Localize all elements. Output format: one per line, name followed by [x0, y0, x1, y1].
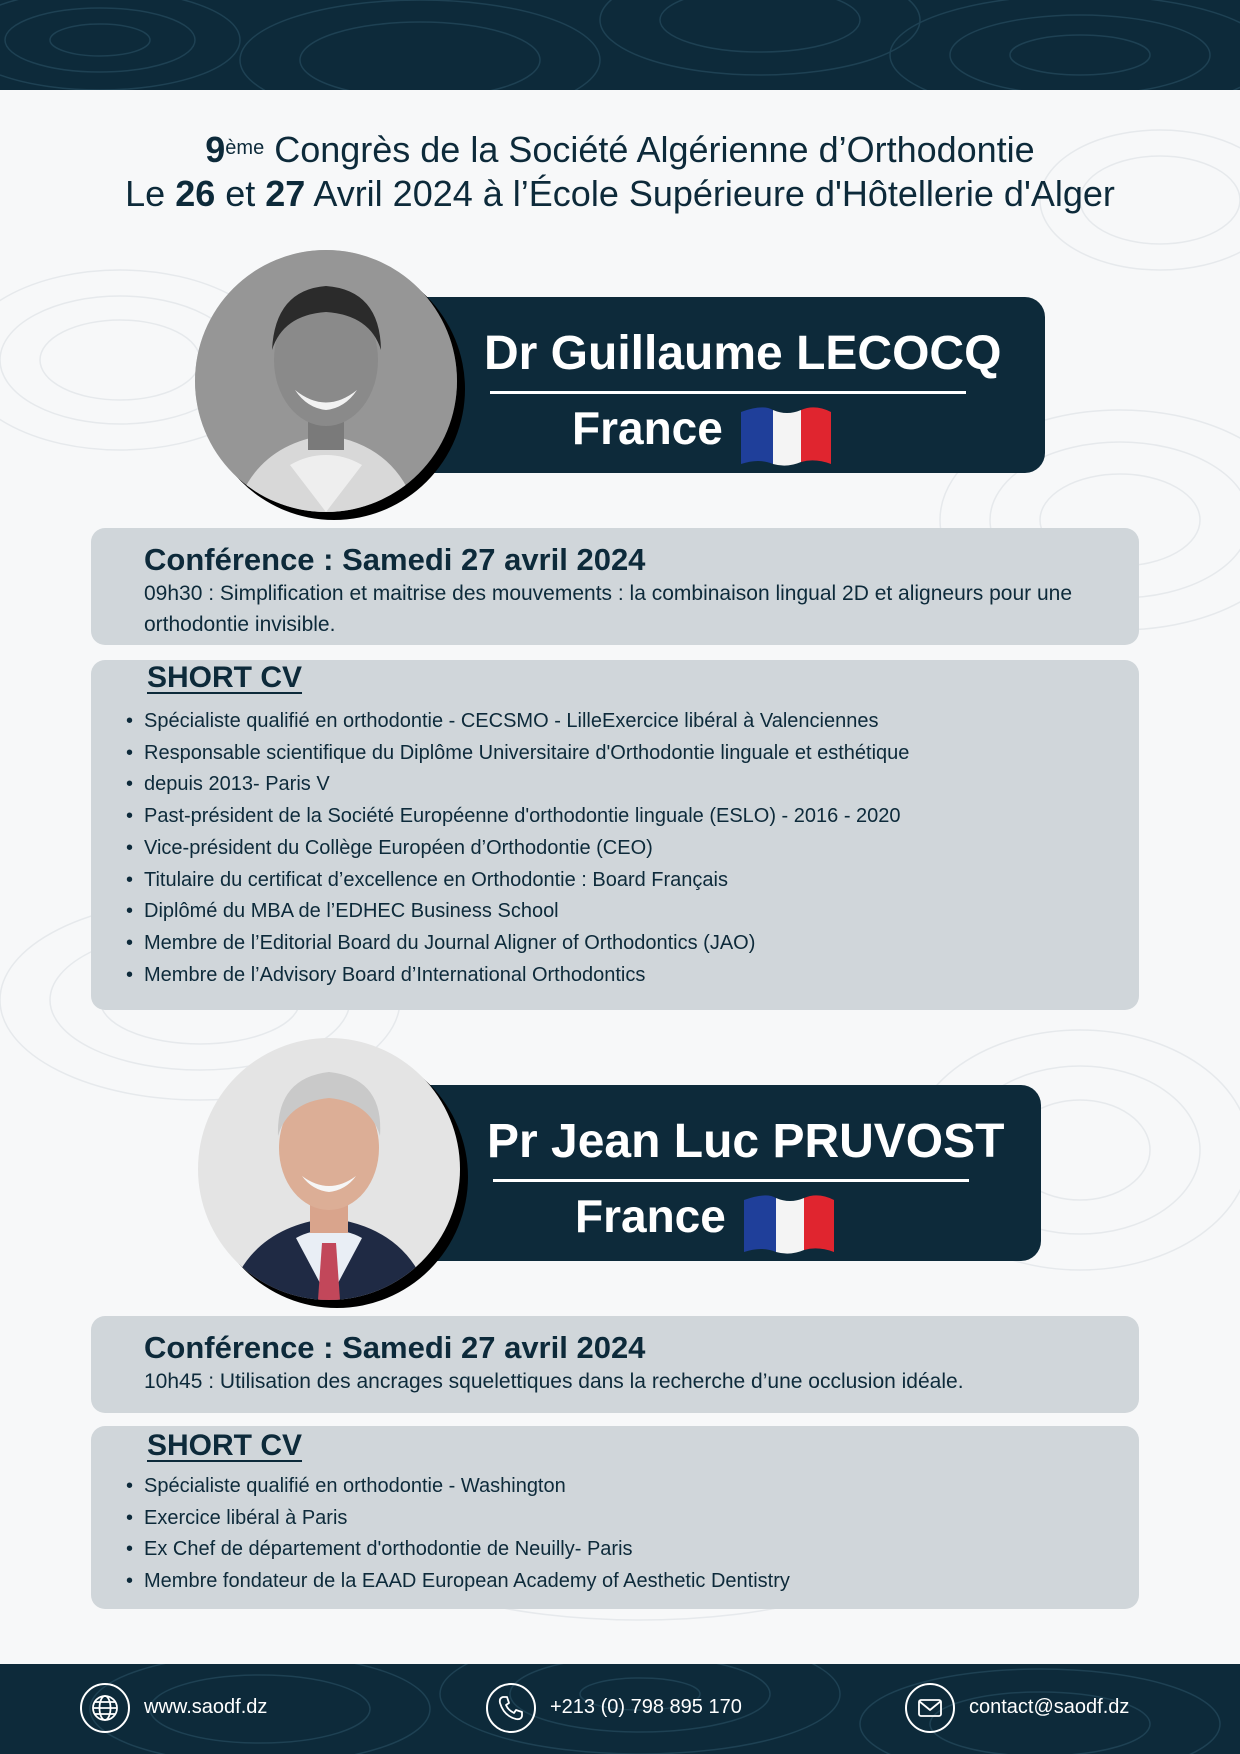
footer-email-text: contact@saodf.dz: [969, 1696, 1130, 1718]
ordinal-number: 9: [205, 129, 226, 170]
congress-date-venue: [0, 172, 1240, 216]
cv-item: • Diplômé du MBA de l’EDHEC Business School: [144, 896, 909, 928]
congress-title-text: Congrès de la Société Algérienne d’Orthodontie: [264, 129, 1035, 170]
ordinal-suffix: ème: [225, 137, 265, 159]
header-topography-pattern: [0, 0, 1240, 90]
portrait-placeholder-icon: [198, 1038, 460, 1300]
speaker-2-name-divider: [493, 1179, 969, 1182]
globe-icon: [80, 1683, 130, 1733]
cv-item: • Past-président de la Société Européenne d'orthodontie linguale (ESLO) - 2016 - 2020: [144, 801, 909, 833]
footer-website-link[interactable]: [80, 1683, 310, 1735]
date-venue-text: Avril 2024 à l’École Supérieure d'Hôtellerie d'Alger: [305, 173, 1115, 214]
cv-item: • Responsable scientifique du Diplôme Universitaire d'Orthodontie linguale et esthétique: [144, 738, 909, 770]
speaker-2-cv-card: [91, 1426, 1139, 1609]
cv-item: • Membre de l’Editorial Board du Journal Aligner of Orthodontics (JAO): [144, 928, 909, 960]
cv-item: • Membre de l’Advisory Board d’International Orthodontics: [144, 960, 909, 992]
date-prefix: Le: [125, 173, 176, 214]
speaker-1-country: France: [572, 402, 723, 454]
speaker-2-conference-text: 10h45 : Utilisation des ancrages squelettiques dans la recherche d’une occlusion idéale.: [144, 1370, 964, 1393]
footer-email-link[interactable]: [905, 1683, 1165, 1735]
date-day-1: 26: [175, 173, 216, 214]
speaker-1-conference-title: Conférence : Samedi 27 avril 2024: [144, 542, 646, 577]
phone-icon: [486, 1683, 536, 1733]
france-flag-icon: [740, 1190, 838, 1256]
cv-item: • Spécialiste qualifié en orthodontie - Washington: [144, 1471, 790, 1503]
speaker-1-name-divider: [490, 391, 966, 394]
portrait-placeholder-icon: [195, 250, 457, 512]
cv-item: • Membre fondateur de la EAAD European Academy of Aesthetic Dentistry: [144, 1566, 790, 1598]
france-flag-icon: [737, 402, 835, 468]
cv-item: • Exercice libéral à Paris: [144, 1503, 790, 1535]
footer-phone-link[interactable]: [486, 1683, 776, 1735]
speaker-2-photo: [198, 1038, 460, 1300]
date-day-2: 27: [265, 173, 306, 214]
speaker-1-cv-list: [144, 706, 909, 991]
cv-item: • Vice-président du Collège Européen d’Orthodontie (CEO): [144, 833, 909, 865]
congress-title: [0, 128, 1240, 172]
speaker-1-cv-title: SHORT CV: [147, 661, 303, 694]
speaker-1-name: Dr Guillaume LECOCQ: [484, 327, 1002, 380]
footer-website-text: www.saodf.dz: [144, 1696, 268, 1718]
date-conjunction: et: [215, 173, 266, 214]
speaker-2-country: France: [575, 1190, 726, 1242]
footer-phone-text: +213 (0) 798 895 170: [550, 1696, 742, 1718]
header-band: [0, 0, 1240, 90]
cv-item: • Spécialiste qualifié en orthodontie - CECSMO - LilleExercice libéral à Valenciennes: [144, 706, 909, 738]
cv-item: • Ex Chef de département d'orthodontie de Neuilly- Paris: [144, 1534, 790, 1566]
cv-item: • depuis 2013- Paris V: [144, 769, 909, 801]
speaker-1-conference-card: [91, 528, 1139, 645]
speaker-2-name: Pr Jean Luc PRUVOST: [487, 1115, 1005, 1168]
speaker-1-photo: [195, 250, 457, 512]
speaker-2-cv-list: [144, 1471, 790, 1598]
speaker-2-cv-title: SHORT CV: [147, 1429, 303, 1462]
envelope-icon: [905, 1683, 955, 1733]
speaker-1-name-panel: [405, 297, 1045, 473]
speaker-1-conference-text: 09h30 : Simplification et maitrise des mouvements : la combinaison lingual 2D et aligneurs pour une orthodontie invisible.: [144, 582, 1072, 636]
speaker-2-conference-card: [91, 1316, 1139, 1413]
cv-item: • Titulaire du certificat d’excellence en Orthodontie : Board Français: [144, 865, 909, 897]
speaker-1-cv-card: [91, 660, 1139, 1010]
speaker-2-conference-title: Conférence : Samedi 27 avril 2024: [144, 1330, 646, 1365]
